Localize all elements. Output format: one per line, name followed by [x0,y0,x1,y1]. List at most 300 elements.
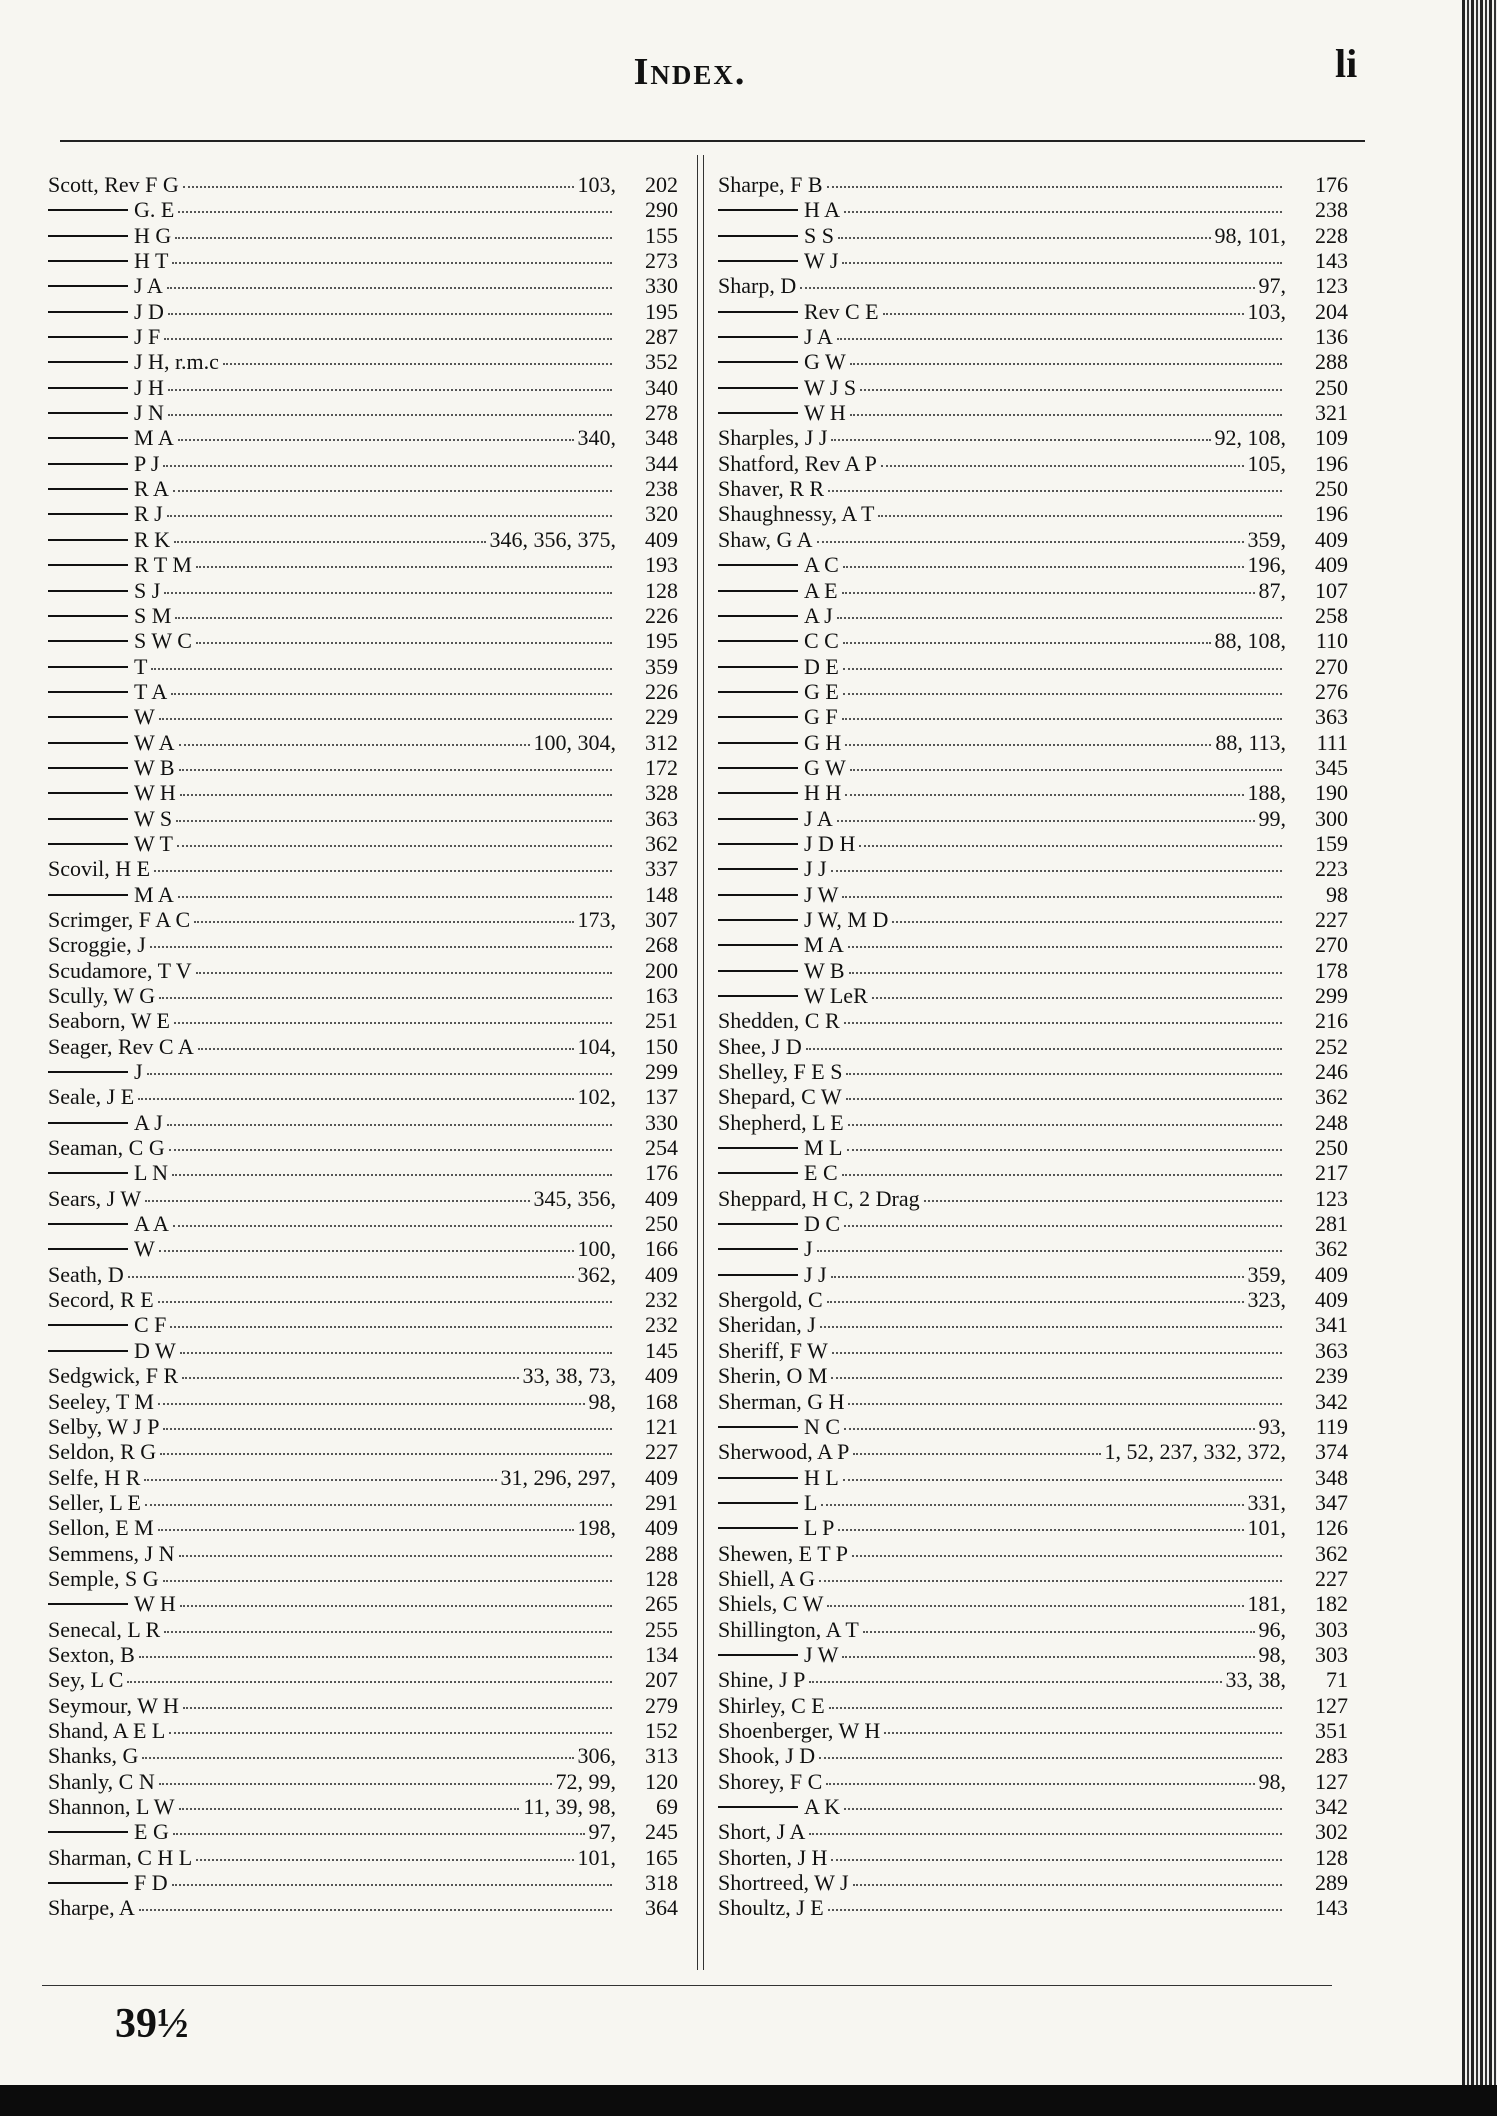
entry-name: Shannon, L W [48,1794,175,1819]
leader-dots [844,1225,1282,1227]
leader-dots [168,313,612,315]
entry-name: Sexton, B [48,1641,135,1667]
index-entry [48,1312,678,1337]
leader-dots [853,1453,1100,1455]
index-entry [48,1135,678,1160]
leader-dots [172,262,612,264]
leader-dots [842,1174,1282,1176]
entry-name: T A [134,678,168,704]
entry-name: Scroggie, J [48,932,146,958]
index-entry [48,755,678,780]
leader-dots [163,1580,612,1582]
page-reference: 300 [1315,805,1348,831]
entry-name: N C [804,1413,841,1439]
leader-dots [809,1681,1221,1683]
ditto-dash [718,843,798,845]
index-entry [48,704,678,729]
ditto-dash [48,539,128,541]
index-entry [48,476,678,501]
page-reference: 168 [645,1388,678,1414]
leader-dots [828,490,1282,492]
ditto-dash [718,615,798,617]
ditto-dash [48,615,128,617]
index-entry [48,1819,678,1844]
index-entry [718,780,1348,805]
page-reference: 123 [1315,1185,1348,1211]
entry-name: Shirley, C E [718,1692,825,1718]
index-entry [718,1693,1348,1718]
ditto-dash [48,437,128,439]
ditto-dash [48,209,128,211]
page-reference: 291 [645,1489,678,1515]
leader-dots [853,1884,1282,1886]
index-entry [718,1642,1348,1667]
page-reference: 409 [645,1363,678,1389]
ditto-dash [48,488,128,490]
page-reference: 303 [1315,1641,1348,1667]
page-reference: 121 [645,1413,678,1439]
ditto-dash [48,894,128,896]
page-reference: 278 [645,400,678,426]
entry-name: H H [804,780,842,806]
leader-dots [843,642,1211,644]
leader-dots [178,211,612,213]
leader-dots [832,1352,1282,1354]
entry-name: W S [134,805,173,831]
entry-name: Shedden, C R [718,1008,840,1034]
index-entry [48,501,678,526]
index-column-right [718,172,1348,1921]
page-reference: 109 [1315,425,1348,451]
entry-name: H L [804,1464,839,1490]
index-entry [48,603,678,628]
index-entry [718,1034,1348,1059]
extra-page-refs: 103, [577,172,616,197]
index-entry [718,983,1348,1008]
page-reference: 176 [1315,172,1348,197]
leader-dots [878,515,1282,517]
page-reference: 176 [645,1160,678,1186]
page-reference: 321 [1315,400,1348,426]
index-entry [48,1287,678,1312]
ditto-dash [48,716,128,718]
leader-dots [173,490,612,492]
entry-name: J W, M D [804,906,889,932]
index-entry [48,1895,678,1920]
entry-name: A J [134,1109,163,1135]
extra-page-refs: 93, [1258,1413,1286,1439]
leader-dots [176,820,612,822]
ditto-dash [718,260,798,262]
ditto-dash [48,1172,128,1174]
leader-dots [142,1757,573,1759]
index-entry [48,780,678,805]
extra-page-refs: 105, [1247,450,1286,476]
leader-dots [183,1707,612,1709]
index-entry [718,501,1348,526]
index-entry [718,1389,1348,1414]
index-entry [718,273,1348,298]
index-entry [718,451,1348,476]
entry-name: L N [134,1160,169,1186]
entry-name: J W [804,1641,839,1667]
entry-name: S W C [134,628,192,654]
entry-name: W T [134,830,173,856]
leader-dots [827,1301,1244,1303]
page-reference: 143 [1315,248,1348,274]
leader-dots [837,617,1282,619]
entry-name: R K [134,526,171,552]
index-entry [718,1566,1348,1591]
index-entry [718,856,1348,881]
entry-name: J A [804,324,833,350]
leader-dots [831,870,1282,872]
index-entry [718,1236,1348,1261]
ditto-dash [48,1831,128,1833]
entry-name: J [804,1236,813,1262]
page-reference: 226 [645,602,678,628]
index-entry [718,1186,1348,1211]
ditto-dash [718,1147,798,1149]
ditto-dash [718,1654,798,1656]
page-reference: 255 [645,1616,678,1642]
index-entry [718,1160,1348,1185]
ditto-dash [718,336,798,338]
leader-dots [223,363,612,365]
page-reference: 303 [1315,1616,1348,1642]
page-reference: 248 [1315,1109,1348,1135]
leader-dots [844,1428,1254,1430]
page-reference: 312 [645,729,678,755]
page-reference: 216 [1315,1008,1348,1034]
page-reference: 320 [645,501,678,527]
leader-dots [174,1022,612,1024]
entry-name: P J [134,450,160,476]
index-entry [718,1211,1348,1236]
page-reference: 229 [645,704,678,730]
page-reference: 150 [645,1033,678,1059]
ditto-dash [718,1223,798,1225]
index-entry [48,679,678,704]
index-entry [718,907,1348,932]
extra-page-refs: 97, [1258,273,1286,299]
index-entry [48,907,678,932]
entry-name: Shortreed, W J [718,1870,849,1896]
page-reference: 195 [645,298,678,324]
page-reference: 134 [645,1641,678,1667]
ditto-dash [718,412,798,414]
extra-page-refs: 97, [588,1819,616,1845]
entry-name: Shillington, A T [718,1616,859,1642]
leader-dots [848,946,1282,948]
page-reference: 126 [1315,1515,1348,1541]
page-reference: 409 [645,1185,678,1211]
ditto-dash [718,1502,798,1504]
leader-dots [845,744,1211,746]
leader-dots [831,1859,1282,1861]
entry-name: Shee, J D [718,1033,802,1059]
leader-dots [843,668,1282,670]
leader-dots [820,1326,1282,1328]
leader-dots [837,338,1282,340]
index-entry [718,1110,1348,1135]
extra-page-refs: 11, 39, 98, [523,1794,616,1819]
page-reference: 163 [645,983,678,1008]
entry-name: J [134,1059,143,1085]
entry-name: W H [134,780,176,806]
index-entry [48,932,678,957]
index-entry [48,1667,678,1692]
leader-dots [846,1073,1282,1075]
page-reference: 362 [1315,1236,1348,1262]
entry-name: Sharpe, F B [718,172,823,197]
leader-dots [196,972,612,974]
index-entry [718,375,1348,400]
page-reference: 288 [645,1540,678,1566]
leader-dots [180,1352,612,1354]
ditto-dash [718,1172,798,1174]
ditto-dash [718,311,798,313]
index-entry [48,400,678,425]
index-entry [48,1541,678,1566]
index-entry [718,1845,1348,1870]
index-entry [718,603,1348,628]
index-entry [718,1591,1348,1616]
page-reference: 123 [1315,273,1348,299]
extra-page-refs: 362, [577,1261,616,1287]
entry-name: Seldon, R G [48,1439,157,1465]
page-reference: 245 [645,1819,678,1845]
ditto-dash [718,894,798,896]
entry-name: H T [134,248,169,274]
leader-dots [159,718,612,720]
leader-dots [819,1580,1282,1582]
extra-page-refs: 101, [1247,1515,1286,1541]
ditto-dash [48,311,128,313]
index-entry [48,451,678,476]
entry-name: Short, J A [718,1819,806,1845]
ditto-dash [718,868,798,870]
page-reference: 254 [645,1135,678,1161]
entry-name: H G [134,222,172,248]
page-reference: 232 [645,1312,678,1338]
entry-name: S J [134,577,161,603]
leader-dots [159,997,612,999]
ditto-dash [718,716,798,718]
index-entry [718,172,1348,197]
leader-dots [844,1022,1282,1024]
index-entry [718,527,1348,552]
leader-dots [196,642,612,644]
entry-name: A C [804,552,839,578]
ditto-dash [48,1248,128,1250]
page-reference: 409 [645,1515,678,1541]
entry-name: Selby, W J P [48,1413,160,1439]
page-reference: 238 [1315,197,1348,223]
page-reference: 363 [1315,704,1348,730]
index-entry [718,831,1348,856]
entry-name: Seath, D [48,1261,124,1287]
index-entry [718,1515,1348,1540]
page-reference: 374 [1315,1439,1348,1465]
entry-name: G F [804,704,838,730]
index-entry [48,1008,678,1033]
leader-dots [169,1149,612,1151]
leader-dots [850,363,1282,365]
leader-dots [819,1757,1282,1759]
index-entry [48,958,678,983]
leader-dots [183,186,574,188]
entry-name: J D H [804,830,856,856]
index-entry [48,172,678,197]
page-reference: 273 [645,248,678,274]
entry-name: G. E [134,197,175,223]
page-reference: 330 [645,1109,678,1135]
entry-name: Secord, R E [48,1287,154,1313]
entry-name: E G [134,1819,169,1845]
entry-name: Sharpe, A [48,1895,135,1921]
entry-name: W B [134,754,175,780]
page-reference: 232 [645,1287,678,1313]
entry-name: Scrimger, F A C [48,906,191,932]
page-reference: 196 [1315,501,1348,527]
ditto-dash [48,792,128,794]
leader-dots [863,1631,1255,1633]
leader-dots [831,1377,1282,1379]
page-reference: 127 [1315,1768,1348,1794]
page-reference: 110 [1315,628,1348,654]
ditto-dash [718,564,798,566]
page-reference: 348 [1315,1464,1348,1490]
entry-name: C C [804,628,839,654]
leader-dots [837,820,1255,822]
index-entry [718,248,1348,273]
page-reference: 226 [645,678,678,704]
entry-name: Seaborn, W E [48,1008,170,1034]
leader-dots [147,1073,612,1075]
index-entry [48,248,678,273]
leader-dots [145,1200,529,1202]
entry-name: J H, r.m.c [134,349,219,375]
leader-dots [175,617,612,619]
index-entry [718,299,1348,324]
page-reference: 128 [645,1565,678,1591]
index-entry [718,400,1348,425]
entry-name: Senecal, L R [48,1616,161,1642]
index-entry [48,1034,678,1059]
index-entry [718,730,1348,755]
entry-name: Shiell, A G [718,1565,816,1591]
page-reference: 166 [645,1236,678,1262]
page-reference: 348 [645,425,678,451]
column-divider [697,155,698,1970]
index-column-left [48,172,678,1921]
leader-dots [196,566,612,568]
leader-dots [154,870,612,872]
page-reference: 107 [1315,577,1348,603]
leader-dots [172,1884,612,1886]
leader-dots [850,769,1282,771]
index-entry [718,1794,1348,1819]
index-entry [718,1541,1348,1566]
page-title: Index. [633,51,747,93]
leader-dots [158,1403,585,1405]
leader-dots [883,313,1244,315]
page-reference: 182 [1315,1591,1348,1617]
leader-dots [828,1909,1282,1911]
entry-name: W J [804,248,839,274]
entry-name: W [134,1236,155,1262]
leader-dots [151,668,612,670]
ditto-dash [718,970,798,972]
leader-dots [850,414,1282,416]
page-reference: 270 [1315,932,1348,958]
index-entry [718,349,1348,374]
extra-page-refs: 98, 101, [1214,222,1286,248]
entry-name: J F [134,324,161,350]
leader-dots [843,1479,1282,1481]
leader-dots [884,1732,1282,1734]
page-reference: 165 [645,1844,678,1870]
index-entry [718,1135,1348,1160]
entry-name: Seaman, C G [48,1135,165,1161]
entry-name: Scott, Rev F G [48,172,179,197]
index-entry [48,1439,678,1464]
extra-page-refs: 96, [1258,1616,1286,1642]
leader-dots [164,1631,612,1633]
index-entry [48,1414,678,1439]
index-entry [48,1338,678,1363]
index-entry [718,1262,1348,1287]
entry-name: Semple, S G [48,1565,159,1591]
page-reference: 409 [645,1464,678,1490]
leader-dots [173,1833,585,1835]
entry-name: J N [134,400,164,426]
leader-dots [881,465,1244,467]
page-reference: 178 [1315,957,1348,983]
leader-dots [139,1656,612,1658]
page-reference: 288 [1315,349,1348,375]
leader-dots [843,693,1282,695]
index-entry [48,1363,678,1388]
page-reference: 362 [1315,1540,1348,1566]
leader-dots [821,1504,1243,1506]
ditto-dash [718,235,798,237]
index-entry [718,806,1348,831]
leader-dots [170,1326,612,1328]
index-entry [718,1059,1348,1084]
leader-dots [158,1529,574,1531]
entry-name: M A [804,932,844,958]
entry-name: Shewen, E T P [718,1540,848,1566]
index-entry [718,958,1348,983]
ditto-dash [718,1527,798,1529]
page-reference: 268 [645,932,678,958]
extra-page-refs: 323, [1247,1287,1286,1313]
index-entry [718,476,1348,501]
extra-page-refs: 306, [577,1743,616,1769]
index-entry [718,425,1348,450]
entry-name: M A [134,425,174,451]
extra-page-refs: 181, [1247,1591,1286,1617]
leader-dots [180,794,612,796]
leader-dots [159,1250,574,1252]
leader-dots [182,1377,518,1379]
ditto-dash [48,513,128,515]
entry-name: G H [804,729,842,755]
index-entry [48,1490,678,1515]
leader-dots [806,1048,1282,1050]
